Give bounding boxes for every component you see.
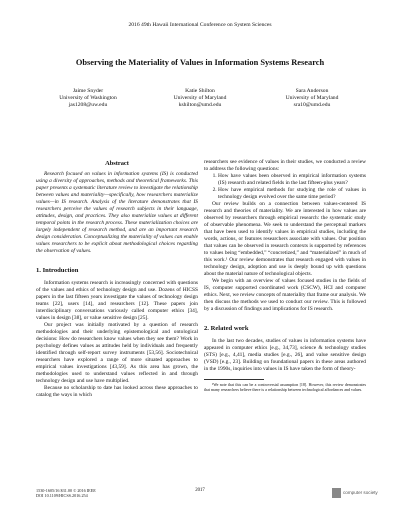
related-work-paragraph: In the last two decades, studies of values in information systems have appeared in computer ethics [e.g., 34,73], science & technology studies (STS) [e.g., 4,41], media studies [e.g., 26], and value sensitive design (VSD) [e.g., 23]. Building on foundational papers in these areas authored in the 1990s, inquiries into values in IS have taken the form of theory- (204, 338, 366, 372)
footnote-divider (204, 379, 264, 380)
abstract-heading: Abstract (105, 160, 129, 167)
footnote: ¹We note that this can be a controversial assumption [18]. However, this review demonstrates that many researchers believe there is a relationship between technological affordances and values. (204, 382, 366, 392)
research-question: 2. How have empirical methods for studying the role of values in technology design evolved over the same time period? (218, 187, 366, 201)
footer-isbn: 1530-1605/16 $31.00 © 2016 IEEE (36, 488, 96, 493)
author-name: Jaime Snyder (72, 88, 104, 94)
intro-paragraph: Information systems research is increasingly concerned with questions of the values and ethics of technology design and use. Dozens of HICSS papers in the last fifteen years investigate the values of technology design teams [22], users [14], and researchers [12]. These papers join interdisciplinary conversations variously called computer ethics [34], values in design [38], or value sensitive design [25]. (36, 280, 198, 321)
author-affiliation: University of Maryland (285, 95, 339, 102)
body-paragraph: Our review builds on a connection between values-centered IS research and theories of materiality. We are interested in how values are observed by researchers through empirical research: the systematic study of observable phenomena. We seek to understand the perceptual markers that have been used to identify values in empirical studies, including the words, actions, or features researchers associate with values. Our position that values can be observed in research contexts is supported by references to values being “embedded,” “concretized,” and “materialized” in much of this work.¹ Our review demonstrates that research engaged with values in technology design, adoption and use is deeply bound up with questions about the material nature of technological objects. (204, 201, 366, 277)
logo-text: computer society (343, 490, 378, 495)
author-block (28, 88, 148, 110)
ieee-computer-society-logo (332, 485, 378, 501)
author-email[interactable]: kshilton@umd.edu (178, 102, 222, 109)
abstract-text: Research focused on values in information systems (IS) is conducted using a diversity of approaches, methods and theoretical frameworks. This paper presents a systematic literature review to investigate the relationship between values and materiality—specifically, how researchers materialize values—in IS research. Analysis of the literature demonstrates that IS researchers perceive the values of research subjects in their language, attitudes, design, and practices. They also materialize values at different temporal points in the research process. These materialization choices are largely independent of research method, and are an important research design consideration. Conceptualizing the materiality of values can enable values researchers to be explicit about methodological choices regarding the observation of values. (36, 171, 198, 254)
conference-header: 2016 49th Hawaii International Conference on System Sciences (128, 22, 272, 28)
page-number: 2017 (195, 488, 205, 493)
left-column (36, 160, 198, 399)
logo-mark (332, 488, 341, 498)
section-heading-related-work: 2. Related work (204, 325, 249, 332)
author-name: Sara Anderson (295, 88, 329, 94)
intro-continuation: researchers see evidence of values in their studies, we conducted a review to address the following questions: (204, 159, 366, 172)
author-email[interactable]: jas1208@uw.edu (68, 102, 108, 109)
intro-paragraph: Our project was initially motivated by a question of research methodologies and their underlying epistemological and ontological decisions: How do researchers know values when they see them? Work in psychology defines values as attitudes held by individuals and frequently identified through self-report survey instruments [53,56]. Sociotechnical researchers have explored a range of more situated approaches to empirical values investigations [43,59]. As this area has grown, the methodologies used to understand values reflected in and through technology design and use have multiplied. (36, 322, 198, 384)
right-column (204, 159, 366, 392)
section-heading-introduction: 1. Introduction (36, 267, 79, 274)
author-name: Katie Shilton (185, 88, 215, 94)
author-block (252, 88, 372, 110)
footer-doi[interactable]: DOI 10.1109/HICSS.2016.254 (36, 493, 88, 499)
author-affiliation: University of Maryland (173, 95, 227, 102)
research-questions-list (204, 173, 366, 201)
author-block (140, 88, 260, 110)
author-email[interactable]: sra10@umd.edu (293, 102, 331, 109)
body-paragraph: We begin with an overview of values focused studies in the fields of IS, computer supported coordinated work (CSCW), HCI and computer ethics. Next, we review concepts of materiality that frame our analysis. We then discuss the methods we used to conduct our review. This is followed by a discussion of findings and implications for IS research. (204, 278, 366, 312)
author-affiliation: University of Washington (59, 95, 117, 102)
paper-title: Observing the Materiality of Values in Information Systems Research (75, 58, 325, 67)
intro-paragraph: Because no scholarship to date has looked across these approaches to catalog the ways in which (36, 385, 198, 398)
research-question: 1. How have values been observed in empirical information systems (IS) research and related fields in the last fifteen-plus years? (218, 173, 366, 187)
